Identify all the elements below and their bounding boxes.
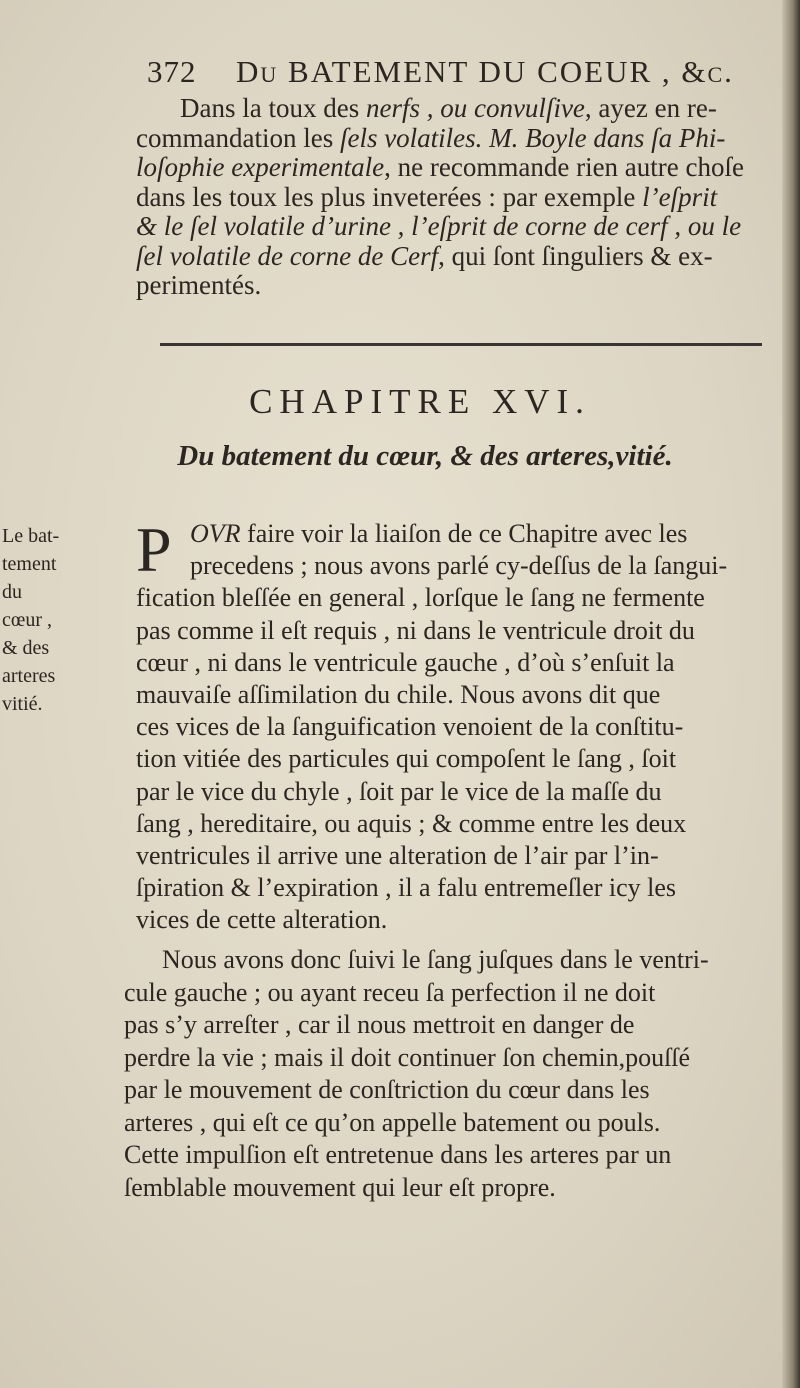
text-line: ventricules il arrive une alteration de l’air par l’in-	[136, 840, 659, 870]
text-line: Nous avons donc ſuivi le ſang juſques dans le ventri-	[162, 945, 709, 974]
margin-line: Le bat-	[2, 525, 60, 547]
paragraph-1	[136, 514, 776, 936]
chapter-heading: CHAPITRE XVI.	[249, 382, 591, 421]
italic-run: & le ſel volatile d’urine , l’eſprit de corne de cerf , ou le	[136, 211, 742, 241]
text-run: Dans la toux des	[180, 93, 366, 123]
italic-run: nerfs , ou convulſive	[365, 93, 585, 123]
text-line	[136, 183, 772, 213]
text-line: precedens ; nous avons parlé cy-deſſus de la ſangui-	[190, 551, 728, 581]
section-divider	[160, 343, 762, 346]
text-run: faire voir la liaiſon de ce Chapitre avec les	[240, 519, 688, 548]
text-line: Cette impulſion eſt entretenue dans les arteres par un	[124, 1140, 672, 1169]
text-line: arteres , qui eſt ce qu’on appelle batement ou pouls.	[124, 1107, 661, 1137]
text-run: , ayez en re-	[584, 93, 717, 123]
italic-run: loſophie experimentale	[136, 152, 385, 182]
running-head	[147, 54, 747, 90]
running-title: Du BATEMENT DU COEUR , &c.	[236, 54, 734, 89]
italic-run: ſel volatile de corne de Cerf	[136, 240, 439, 271]
text-line	[136, 94, 772, 124]
margin-line: & des	[2, 637, 50, 659]
text-line: vices de cette alteration.	[136, 905, 388, 935]
text-line	[136, 212, 772, 242]
text-line: ces vices de la ſanguification venoient de la conſtitu-	[136, 712, 684, 742]
margin-line: arteres	[2, 665, 56, 687]
italic-run: ſels volatiles. M. Boyle dans ſa Phi-	[339, 122, 726, 153]
text-line: fication bleſſée en general , lorſque le ſang ne fermente	[136, 583, 705, 613]
text-line: mauvaiſe aſſimilation du chile. Nous avons dit que	[136, 679, 661, 709]
text-line: cœur , ni dans le ventricule gauche , d’où s’enſuit la	[136, 647, 675, 677]
text-line	[136, 271, 772, 301]
text-line: ſang , hereditaire, ou aquis ; & comme entre les deux	[136, 808, 687, 838]
text-line: tion vitiée des particules qui compoſent le ſang , ſoit	[136, 744, 677, 774]
text-run: , ne recommande rien autre choſe	[384, 152, 744, 182]
text-run: , qui ſont ſinguliers & ex-	[438, 240, 713, 271]
italic-run: l’eſprit	[642, 181, 718, 212]
paragraph-2	[124, 944, 774, 1204]
page-number: 372	[147, 54, 197, 89]
text-line: cule gauche ; ou ayant receu ſa perfection il ne doit	[124, 977, 656, 1007]
margin-line: du	[2, 581, 22, 603]
text-line	[136, 124, 772, 154]
book-spine-shadow	[782, 0, 800, 1388]
text-run: dans les toux les plus inveterées : par exemple	[136, 181, 643, 212]
text-line: ſemblable mouvement qui leur eſt propre.	[124, 1172, 556, 1202]
chapter-subtitle: Du batement du cœur, & des arteres,vitié.	[177, 440, 673, 472]
text-line	[136, 153, 772, 183]
text-line	[136, 518, 776, 550]
drop-cap: P	[136, 514, 172, 585]
margin-line: cœur ,	[2, 609, 52, 631]
text-line: pas s’y arreſter , car il nous mettroit en danger de	[124, 1010, 635, 1039]
text-line	[136, 242, 772, 272]
text-line: ſpiration & l’expiration , il a falu entremeſler icy les	[136, 873, 677, 903]
margin-line: tement	[2, 553, 57, 575]
margin-note	[2, 522, 122, 718]
italic-run: OVR	[190, 519, 241, 548]
top-paragraph	[136, 94, 772, 301]
text-run: commandation les	[136, 122, 340, 153]
text-run: perimentés.	[136, 270, 262, 300]
text-line: par le mouvement de conſtriction du cœur dans les	[124, 1075, 650, 1104]
text-line: pas comme il eſt requis , ni dans le ventricule droit du	[136, 615, 695, 645]
margin-line: vitié.	[2, 693, 43, 715]
text-line: par le vice du chyle , ſoit par le vice de la maſſe du	[136, 776, 662, 806]
text-line: perdre la vie ; mais il doit continuer ſon chemin,pouſſé	[124, 1042, 691, 1072]
